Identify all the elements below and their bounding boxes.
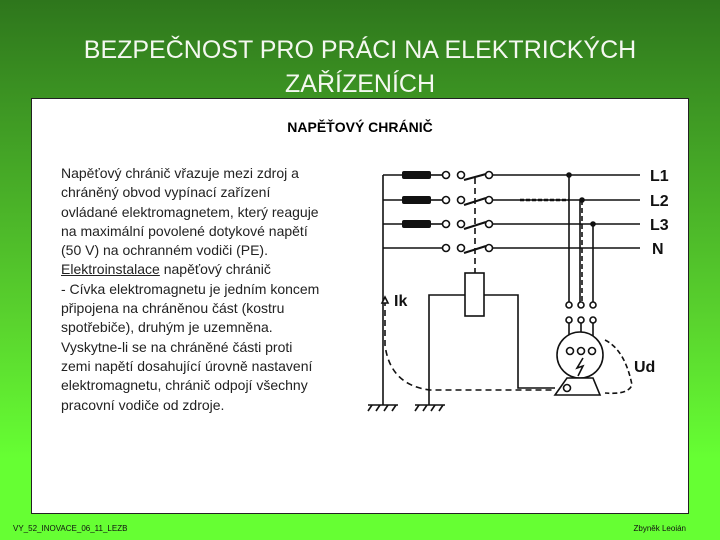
label-ik: Ik bbox=[394, 293, 408, 310]
elektroinstalace-link[interactable]: Elektroinstalace bbox=[61, 261, 160, 278]
body-line: pracovní vodiče od zdroje. bbox=[61, 396, 225, 413]
label-ud: Ud bbox=[634, 359, 656, 376]
ud-voltage-arc bbox=[605, 340, 632, 393]
title-line-1: BEZPEČNOST PRO PRÁCI NA ELEKTRICKÝCH bbox=[83, 36, 637, 64]
body-line: připojena na chráněnou část (kostru bbox=[61, 300, 285, 317]
relay-coil bbox=[465, 273, 484, 316]
body-line: spotřebiče), druhým je uzemněna. bbox=[61, 319, 273, 336]
body-line: (50 V) na ochranném vodiči (PE). bbox=[61, 242, 268, 259]
label-l1: L1 bbox=[650, 168, 669, 185]
title-line-2: ZAŘÍZENÍCH bbox=[285, 70, 435, 98]
label-n: N bbox=[652, 241, 664, 258]
phase-lines bbox=[383, 175, 640, 248]
body-line: ovládané elektromagnetem, který reaguje bbox=[61, 203, 319, 220]
body-line: zemi napětí dosahující úrovně nastavení bbox=[61, 357, 313, 374]
ground-symbols bbox=[368, 405, 445, 411]
motor-icon bbox=[555, 332, 603, 395]
coil-frame-wire bbox=[484, 295, 555, 388]
switch-contacts bbox=[443, 172, 493, 254]
footer-code: VY_52_INOVACE_06_11_LEZB bbox=[13, 524, 128, 533]
subtitle: NAPĚŤOVÝ CHRÁNIČ bbox=[287, 119, 433, 135]
body-line: na maximální povolené dotykové napětí bbox=[61, 222, 308, 239]
body-line: Napěťový chránič vřazuje mezi zdroj a bbox=[61, 165, 299, 181]
body-line: - Cívka elektromagnetu je jedním koncem bbox=[61, 280, 320, 297]
body-line: elektromagnetu, chránič odpojí všechny bbox=[61, 377, 308, 394]
label-l2: L2 bbox=[650, 193, 669, 210]
coil-ground-wire bbox=[429, 295, 465, 405]
motor-leads bbox=[566, 173, 596, 337]
link-suffix: napěťový chránič bbox=[159, 261, 271, 278]
body-line: chráněný obvod vypínací zařízení bbox=[61, 184, 271, 201]
fuse-icons bbox=[402, 171, 431, 228]
body-line: Vyskytne-li se na chráněné části proti bbox=[61, 338, 293, 355]
label-l3: L3 bbox=[650, 217, 669, 234]
footer-author: Zbyněk Leoián bbox=[633, 524, 686, 533]
